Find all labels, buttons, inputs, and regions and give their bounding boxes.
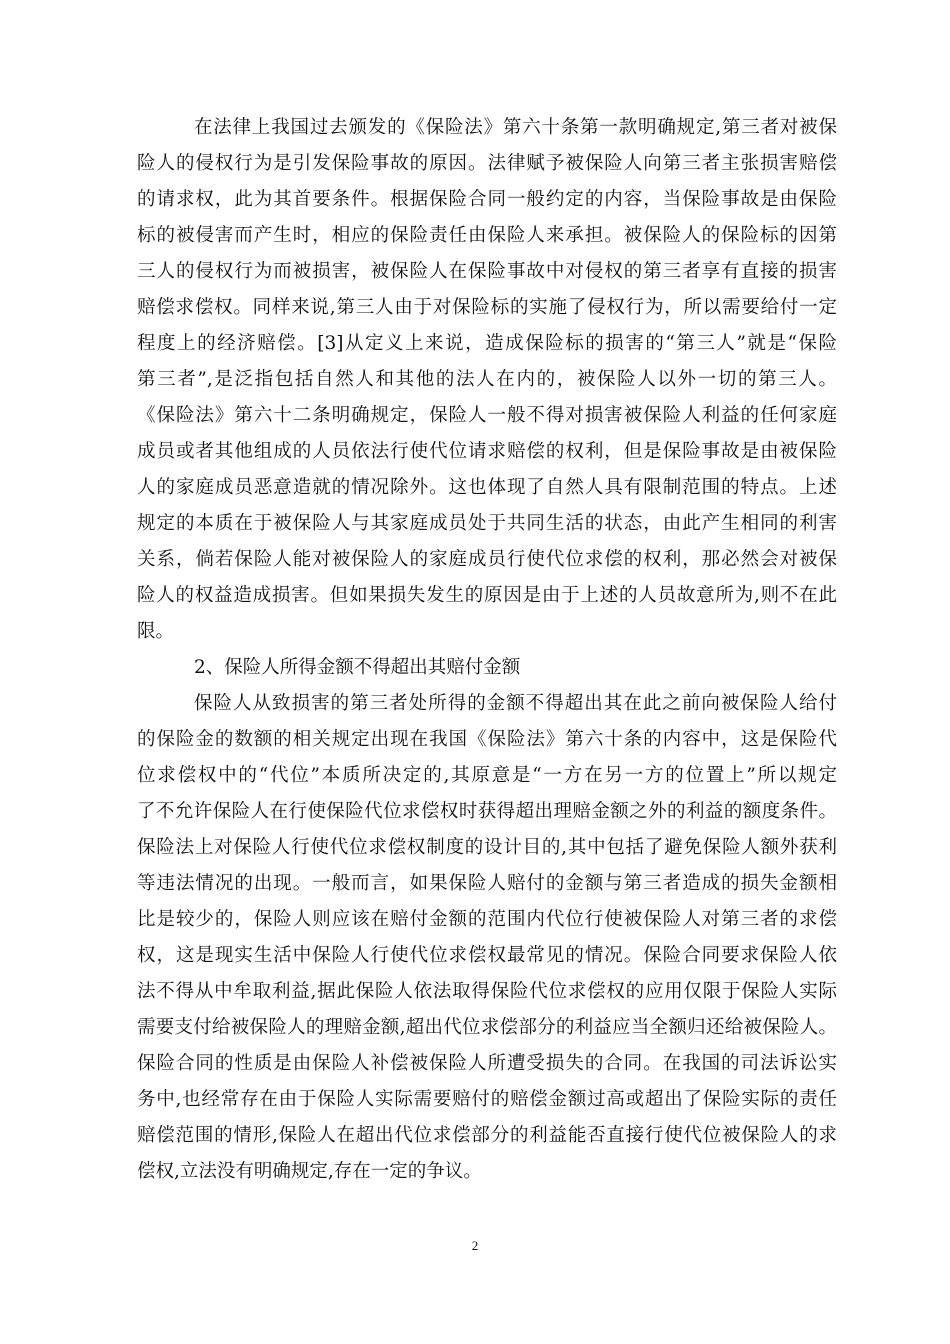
paragraph-line: 位求偿权中的“代位”本质所决定的,其原意是“一方在另一方的位置上”所以规定 [137, 765, 837, 786]
paragraph-line: 偿权,立法没有明确规定,存在一定的争议。 [137, 1161, 482, 1182]
paragraph-line: 程度上的经济赔偿。[3]从定义上来说，造成保险标的损害的“第三人”就是“保险 [137, 333, 837, 354]
paragraph-line: 标的被侵害而产生时，相应的保险责任由保险人来承担。被保险人的保险标的因第 [137, 225, 837, 246]
paragraph-line: 保险法上对保险人行使代位求偿权制度的设计目的,其中包括了避免保险人额外获利 [137, 837, 837, 858]
paragraph-line: 等违法情况的出现。一般而言，如果保险人赔付的金额与第三者造成的损失金额相 [137, 873, 837, 894]
paragraph-line: 成员或者其他组成的人员依法行使代位请求赔偿的权利，但是保险事故是由被保险 [137, 441, 837, 462]
paragraph-line: 法不得从中牟取利益,据此保险人依法取得保险代位求偿权的应用仅限于保险人实际 [137, 981, 837, 1002]
paragraph-subrogation-third-party [137, 110, 837, 650]
paragraph-line: 保险合同的性质是由保险人补偿被保险人所遭受损失的合同。在我国的司法诉讼实 [137, 1053, 837, 1074]
paragraph-line: 限。 [137, 621, 175, 642]
paragraph-amount-limit [137, 686, 837, 1190]
paragraph-line: 在法律上我国过去颁发的《保险法》第六十条第一款明确规定,第三者对被保 [194, 117, 837, 138]
paragraph-line: 赔偿求偿权。同样来说,第三人由于对保险标的实施了侵权行为，所以需要给付一定 [137, 297, 837, 318]
paragraph-line: 人的家庭成员恶意造就的情况除外。这也体现了自然人具有限制范围的特点。上述 [137, 477, 837, 498]
paragraph-line: 险人的权益造成损害。但如果损失发生的原因是由于上述的人员故意所为,则不在此 [137, 585, 837, 606]
paragraph-line: 关系，倘若保险人能对被保险人的家庭成员行使代位求偿的权利，那必然会对被保 [137, 549, 837, 570]
paragraph-line: 比是较少的，保险人则应该在赔付金额的范围内代位行使被保险人对第三者的求偿 [137, 909, 837, 930]
paragraph-line: 赔偿范围的情形,保险人在超出代位求偿部分的利益能否直接行使代位被保险人的求 [137, 1125, 837, 1146]
paragraph-line: 三人的侵权行为而被损害，被保险人在保险事故中对侵权的第三者享有直接的损害 [137, 261, 837, 282]
paragraph-line: 规定的本质在于被保险人与其家庭成员处于共同生活的状态，由此产生相同的利害 [137, 513, 837, 534]
paragraph-line: 《保险法》第六十二条明确规定，保险人一般不得对损害被保险人利益的任何家庭 [137, 405, 837, 426]
paragraph-line: 权，这是现实生活中保险人行使代位求偿权最常见的情况。保险合同要求保险人依 [137, 945, 837, 966]
paragraph-line: 务中,也经常存在由于保险人实际需要赔付的赔偿金额过高或超出了保险实际的责任 [137, 1089, 837, 1110]
paragraph-line: 险人的侵权行为是引发保险事故的原因。法律赋予被保险人向第三者主张损害赔偿 [137, 153, 837, 174]
paragraph-line: 需要支付给被保险人的理赔金额,超出代位求偿部分的利益应当全额归还给被保险人。 [137, 1017, 837, 1038]
section-heading: 2、保险人所得金额不得超出其赔付金额 [194, 657, 521, 678]
paragraph-line: 保险人从致损害的第三者处所得的金额不得超出其在此之前向被保险人给付 [194, 693, 837, 714]
page-number: 2 [471, 1238, 479, 1253]
paragraph-line: 的请求权，此为其首要条件。根据保险合同一般约定的内容，当保险事故是由保险 [137, 189, 837, 210]
paragraph-line: 第三者”,是泛指包括自然人和其他的法人在内的，被保险人以外一切的第三人。 [137, 369, 837, 390]
document-body [137, 110, 837, 1190]
paragraph-line: 的保险金的数额的相关规定出现在我国《保险法》第六十条的内容中，这是保险代 [137, 729, 837, 750]
paragraph-line: 了不允许保险人在行使保险代位求偿权时获得超出理赔金额之外的利益的额度条件。 [137, 801, 837, 822]
